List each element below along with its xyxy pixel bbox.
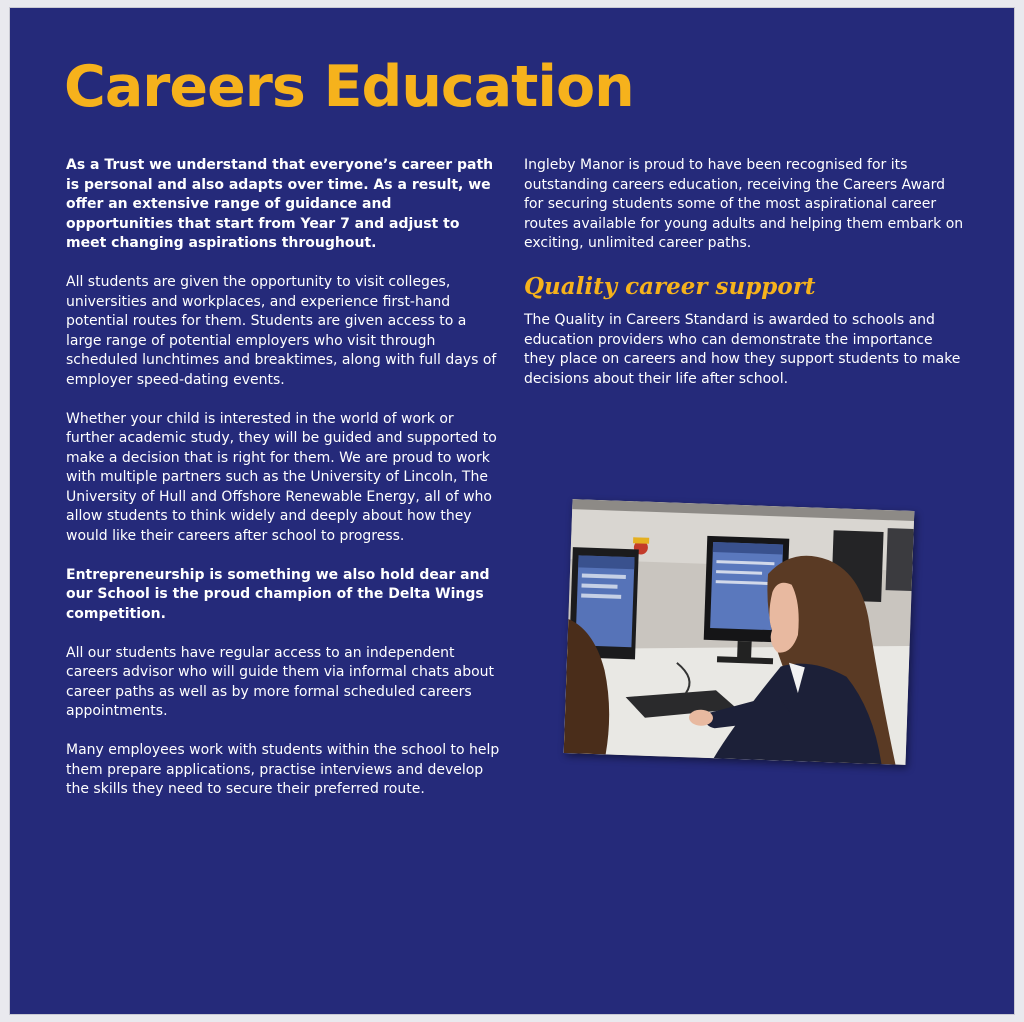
entrepreneurship-paragraph: Entrepreneurship is something we also hold dear and our School is the proud champion of the Delta Wings competition.: [66, 566, 490, 622]
student-computer-photo: [564, 499, 915, 765]
page-title: Careers Education: [64, 54, 634, 120]
visits-paragraph: All students are given the opportunity to visit colleges, universities and workplaces, and experience first-hand potential routes for them. Students are given access to a large range of potential employers who visit through scheduled lunchtimes and breaktimes, along with full days of employer speed-dating events.: [66, 274, 497, 388]
brochure-page: [10, 8, 1014, 1014]
award-paragraph: Ingleby Manor is proud to have been recognised for its outstanding careers education, receiving the Careers Award for securing students some of the most aspirational career routes available for young adults and helping them embark on exciting, unlimited career paths.: [524, 157, 964, 251]
partners-paragraph: Whether your child is interested in the world of work or further academic study, they will be guided and supported to make a decision that is right for them. We are proud to work with multiple partners such as the University of Lincoln, The University of Hull and Offshore Renewable Energy, all of who allow students to think widely and deeply about how they would like their careers after school to progress.: [66, 410, 497, 544]
left-column: [66, 156, 502, 819]
intro-paragraph: As a Trust we understand that everyone’s career path is personal and also adapts over time. As a result, we offer an extensive range of guidance and opportunities that start from Year 7 and adjust to meet changing aspirations throughout.: [66, 157, 494, 251]
right-column: [524, 156, 964, 409]
quality-paragraph: The Quality in Careers Standard is awarded to schools and education providers who can demonstrate the importance they place on careers and how they support students to make decisions about their life after school.: [524, 312, 961, 387]
quality-subheading: Quality career support: [524, 273, 816, 300]
advisor-paragraph: All our students have regular access to an independent careers advisor who will guide them via informal chats about career paths as well as by more formal scheduled careers appointments.: [66, 644, 495, 719]
employees-paragraph: Many employees work with students within the school to help them prepare applications, practise interviews and develop the skills they need to secure their preferred route.: [66, 742, 500, 797]
